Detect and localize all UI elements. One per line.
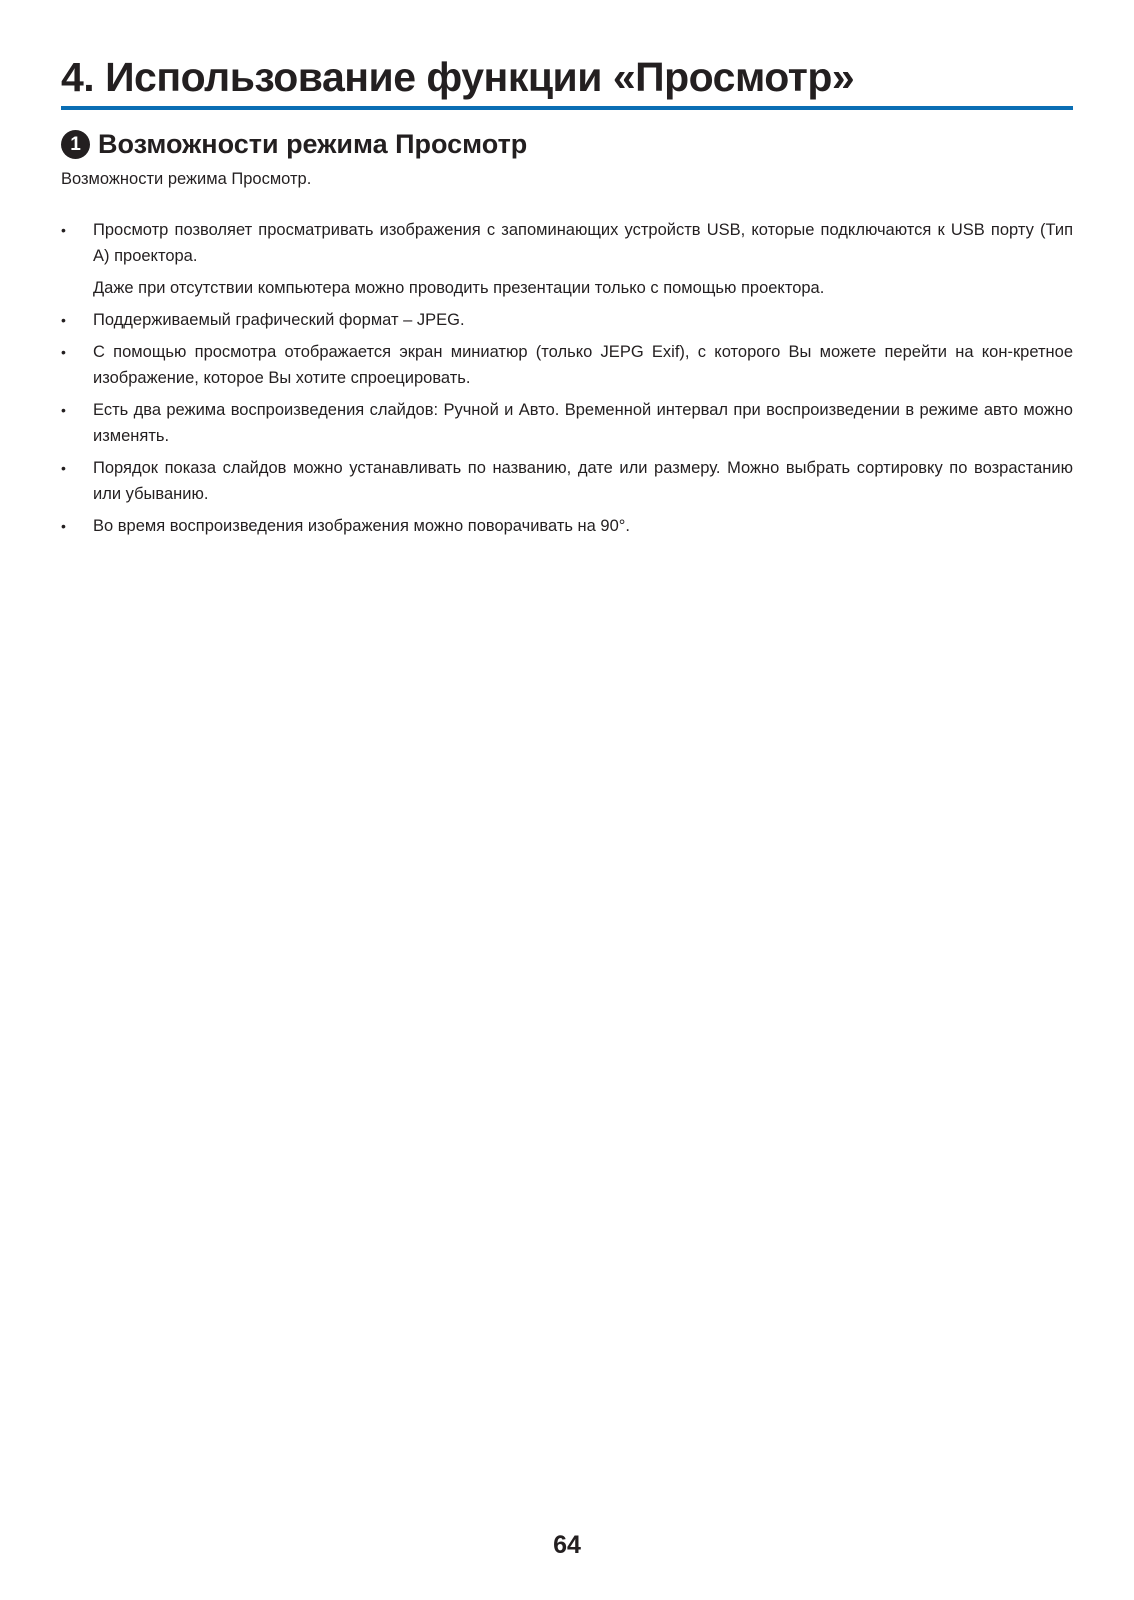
page-title: 4. Использование функции «Просмотр» bbox=[61, 54, 855, 100]
bullet-icon: • bbox=[61, 312, 66, 328]
list-item-text: Порядок показа слайдов можно устанавливать по названию, дате или размеру. Можно выбрать сортировку по возрастанию или убыванию. bbox=[93, 459, 1073, 503]
page-number: 64 bbox=[553, 1531, 581, 1559]
section-heading bbox=[61, 127, 527, 161]
list-item bbox=[61, 513, 1073, 539]
list-item bbox=[61, 307, 1073, 333]
bullet-icon: • bbox=[61, 402, 66, 418]
list-item bbox=[61, 217, 1073, 301]
bullet-icon: • bbox=[61, 344, 66, 360]
section-number-badge: 1 bbox=[61, 130, 90, 159]
list-item-text: Есть два режима воспроизведения слайдов: Ручной и Авто. Временной интервал при воспроизведении в режиме авто можно изменять. bbox=[93, 401, 1073, 445]
list-item-note: Даже при отсутствии компьютера можно проводить презентации только с помощью проектора. bbox=[93, 279, 825, 297]
feature-list bbox=[61, 217, 1073, 545]
list-item bbox=[61, 397, 1073, 449]
list-item-text: Поддерживаемый графический формат – JPEG. bbox=[93, 311, 465, 329]
list-item bbox=[61, 455, 1073, 507]
bullet-icon: • bbox=[61, 460, 66, 476]
list-item-text: Просмотр позволяет просматривать изображения с запоминающих устройств USB, которые подключаются к USB порту (Тип А) проектора. bbox=[93, 221, 1073, 265]
bullet-icon: • bbox=[61, 518, 66, 534]
title-underline bbox=[61, 106, 1073, 110]
list-item-text: Во время воспроизведения изображения можно поворачивать на 90°. bbox=[93, 517, 630, 535]
list-item bbox=[61, 339, 1073, 391]
list-item-text: С помощью просмотра отображается экран миниатюр (только JEPG Exif), с которого Вы можете перейти на кон-кретное изображение, которое Вы хотите спроецировать. bbox=[93, 343, 1073, 387]
bullet-icon: • bbox=[61, 222, 66, 238]
section-heading-text: Возможности режима Просмотр bbox=[98, 129, 528, 159]
section-intro: Возможности режима Просмотр. bbox=[61, 170, 312, 188]
